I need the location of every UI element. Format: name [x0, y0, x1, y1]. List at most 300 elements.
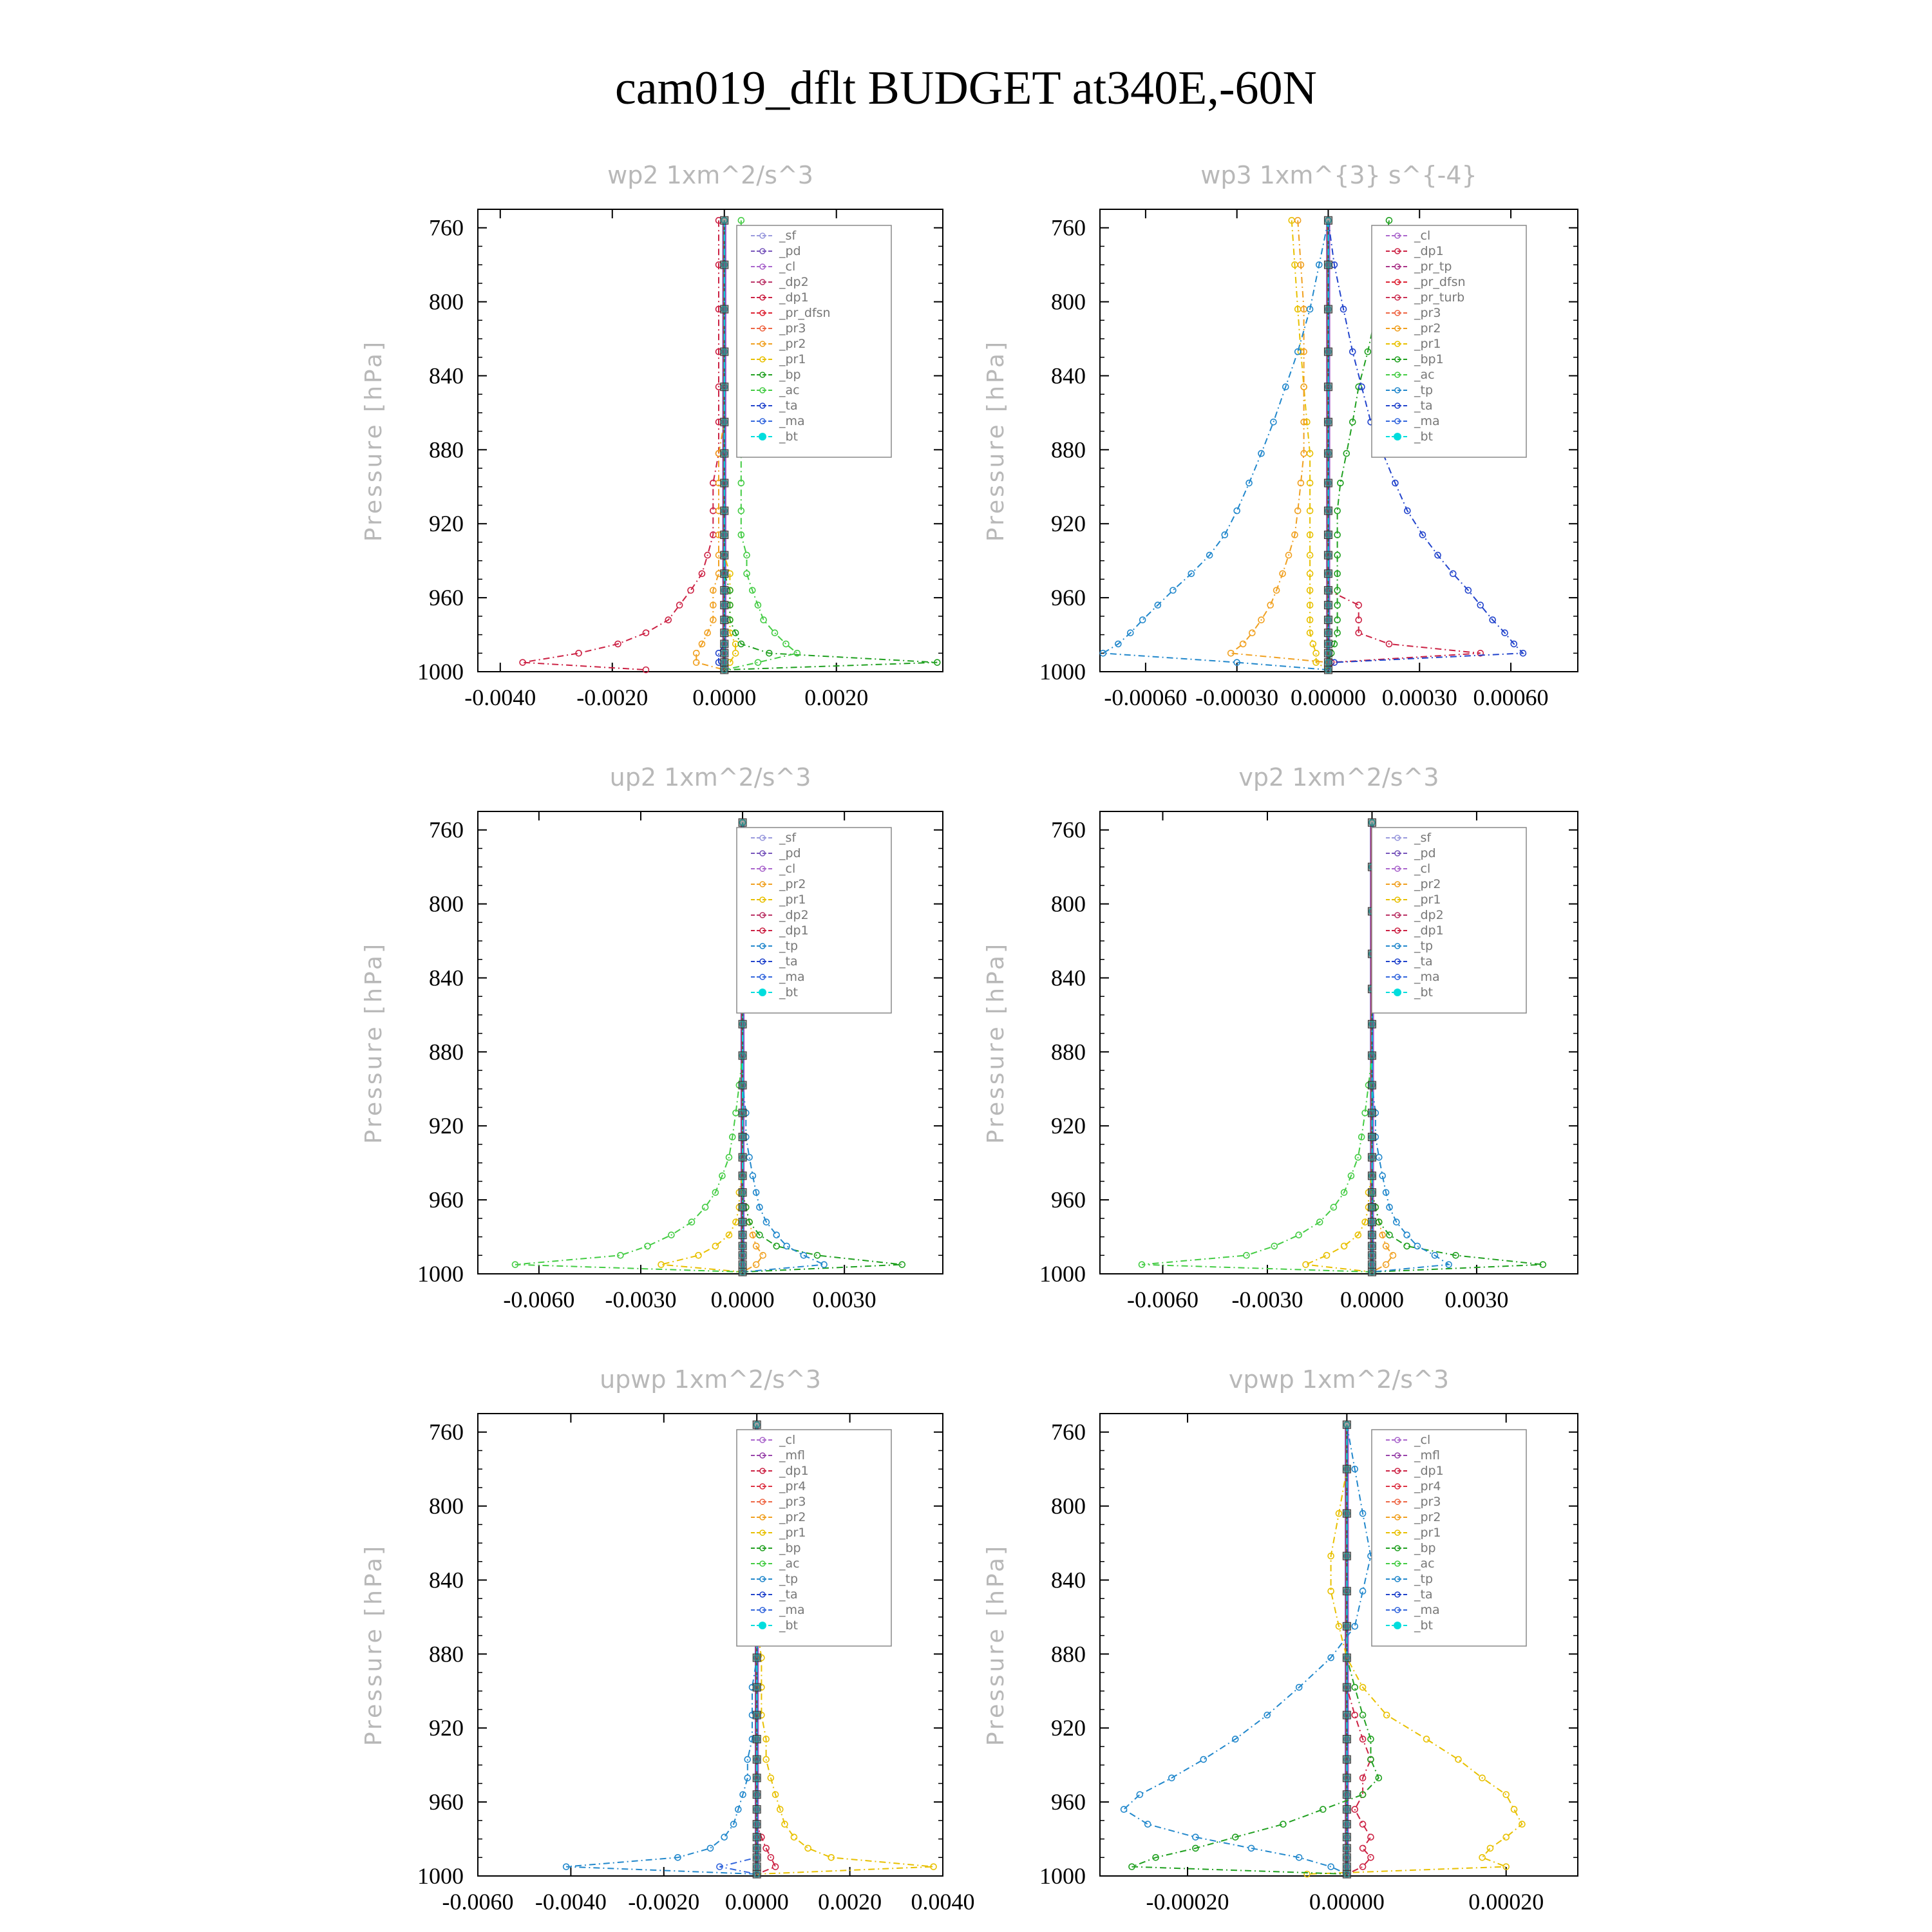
- legend-label: _pr1: [1414, 1526, 1441, 1540]
- zero-marker: [721, 601, 728, 609]
- legend-label: _pr3: [1414, 306, 1441, 320]
- zero-marker: [1324, 659, 1332, 667]
- series-line: [1306, 822, 1372, 1272]
- figure-title: cam019_dflt BUDGET at340E,-60N: [615, 62, 1317, 115]
- data-point: [1360, 1821, 1366, 1827]
- legend-label: _ac: [1414, 368, 1435, 382]
- y-tick-label: 960: [1051, 585, 1086, 611]
- data-point: [1137, 1792, 1142, 1797]
- x-tick-label: -0.0040: [535, 1889, 607, 1915]
- series-line: [696, 220, 724, 670]
- legend-label: _pr2: [1414, 321, 1441, 336]
- zero-marker: [1324, 551, 1332, 559]
- legend-label: _pd: [779, 846, 801, 860]
- zero-marker: [1343, 1465, 1350, 1473]
- y-tick-label: 1000: [1039, 1261, 1086, 1287]
- zero-marker: [739, 1020, 746, 1028]
- zero-marker: [739, 1081, 746, 1089]
- x-tick-label: -0.0060: [1126, 1287, 1198, 1312]
- legend-label: _dp2: [1414, 908, 1444, 922]
- y-tick-label: 880: [429, 437, 464, 463]
- y-tick-label: 760: [429, 1419, 464, 1445]
- series-line: [1132, 1425, 1379, 1874]
- y-tick-label: 760: [429, 817, 464, 843]
- y-tick-label: 840: [429, 363, 464, 389]
- zero-marker: [1324, 601, 1332, 609]
- zero-marker: [721, 587, 728, 594]
- zero-marker: [1343, 1853, 1350, 1861]
- x-tick-label: -0.0020: [628, 1889, 700, 1915]
- zero-marker: [1343, 1622, 1350, 1630]
- panel-title: wp2 1xm^2/s^3: [607, 161, 813, 189]
- legend-box: [1372, 828, 1526, 1013]
- zero-marker: [721, 616, 728, 624]
- zero-marker: [1324, 587, 1332, 594]
- zero-marker: [1324, 666, 1332, 674]
- zero-marker: [721, 383, 728, 391]
- data-point: [1424, 1736, 1430, 1742]
- legend-label: _cl: [779, 862, 796, 876]
- zero-marker: [1343, 1421, 1350, 1428]
- zero-marker: [753, 1833, 761, 1841]
- y-tick-label: 840: [1051, 363, 1086, 389]
- zero-marker: [739, 1261, 746, 1269]
- zero-marker: [1324, 383, 1332, 391]
- data-point: [815, 1253, 820, 1258]
- y-tick-label: 880: [429, 1641, 464, 1667]
- legend-label: _mfl: [779, 1448, 805, 1463]
- legend-label: _tp: [1414, 383, 1434, 397]
- legend-label: _dp1: [779, 290, 809, 305]
- y-tick-label: 840: [1051, 1567, 1086, 1593]
- zero-marker: [753, 1654, 761, 1662]
- data-point: [791, 1834, 797, 1840]
- legend-label: _cl: [1414, 1433, 1431, 1447]
- zero-marker: [721, 418, 728, 426]
- legend-label: _dp1: [779, 1464, 809, 1478]
- data-point: [1324, 1253, 1330, 1258]
- zero-marker: [721, 216, 728, 224]
- zero-marker: [1324, 216, 1332, 224]
- x-tick-label: -0.0040: [464, 685, 536, 710]
- zero-marker: [753, 1870, 761, 1878]
- data-point: [783, 641, 789, 647]
- legend-box: [737, 1430, 891, 1646]
- legend-label: _pr2: [1414, 877, 1441, 891]
- legend-label: _ta: [779, 954, 798, 969]
- y-tick-label: 960: [1051, 1187, 1086, 1213]
- zero-marker: [1324, 348, 1332, 355]
- y-tick-label: 800: [1051, 289, 1086, 315]
- y-tick-label: 760: [1051, 1419, 1086, 1445]
- data-point: [1341, 1243, 1347, 1249]
- zero-marker: [1343, 1735, 1350, 1743]
- zero-marker: [1343, 1683, 1350, 1691]
- legend-marker: [1394, 989, 1401, 996]
- legend-label: _bt: [1414, 430, 1434, 444]
- legend-label: _pr4: [779, 1479, 806, 1493]
- data-point: [677, 602, 683, 608]
- data-point: [1404, 1232, 1410, 1238]
- data-point: [755, 659, 761, 665]
- x-tick-label: 0.0040: [911, 1889, 975, 1915]
- zero-marker: [739, 1133, 746, 1141]
- legend-label: _bt: [779, 430, 799, 444]
- series-line: [523, 220, 719, 670]
- zero-marker: [753, 1863, 761, 1871]
- zero-marker: [753, 1806, 761, 1814]
- y-tick-label: 920: [1051, 1715, 1086, 1741]
- legend-label: _bt: [779, 1618, 799, 1633]
- x-tick-label: -0.0030: [1231, 1287, 1303, 1312]
- y-axis-label: Pressure [hPa]: [983, 339, 1009, 542]
- y-tick-label: 920: [429, 1715, 464, 1741]
- data-point: [721, 1834, 727, 1840]
- zero-marker: [721, 479, 728, 487]
- legend-label: _pr1: [779, 1526, 806, 1540]
- y-tick-label: 1000: [1039, 1863, 1086, 1889]
- zero-marker: [1343, 1844, 1350, 1852]
- y-tick-label: 880: [1051, 1039, 1086, 1065]
- data-point: [1360, 1864, 1366, 1870]
- legend-marker: [1394, 433, 1401, 440]
- y-tick-label: 1000: [417, 1261, 464, 1287]
- legend-label: _pd: [1414, 846, 1436, 860]
- x-tick-label: 0.0000: [692, 685, 757, 710]
- zero-marker: [721, 570, 728, 578]
- legend-label: _cl: [1414, 229, 1431, 243]
- y-axis-label: Pressure [hPa]: [361, 1543, 387, 1747]
- series-line: [566, 1425, 757, 1874]
- y-tick-label: 960: [429, 585, 464, 611]
- legend-label: _pr1: [779, 352, 806, 366]
- data-point: [761, 617, 766, 623]
- data-point: [708, 1845, 714, 1851]
- y-tick-label: 920: [429, 511, 464, 537]
- legend-label: _bp: [779, 368, 801, 382]
- legend-label: _cl: [779, 260, 796, 274]
- zero-marker: [1324, 305, 1332, 313]
- zero-marker: [739, 1218, 746, 1226]
- zero-marker: [1343, 1833, 1350, 1841]
- panel-title: vpwp 1xm^2/s^3: [1228, 1365, 1450, 1394]
- zero-marker: [1343, 1821, 1350, 1828]
- legend-label: _tp: [1414, 939, 1434, 953]
- series-line: [661, 822, 743, 1272]
- legend-label: _sf: [779, 229, 797, 243]
- data-point: [773, 1864, 779, 1870]
- legend-label: _pr1: [779, 893, 806, 907]
- legend-label: _ac: [779, 383, 800, 397]
- y-tick-label: 880: [1051, 1641, 1086, 1667]
- legend-label: _pr3: [1414, 1495, 1441, 1509]
- data-point: [703, 1204, 708, 1210]
- legend-label: _pr_turb: [1414, 290, 1465, 305]
- x-tick-label: 0.0020: [804, 685, 869, 710]
- series-line: [1103, 220, 1329, 670]
- data-point: [1145, 1821, 1151, 1827]
- zero-marker: [739, 1242, 746, 1250]
- data-point: [1234, 508, 1240, 514]
- y-axis-label: Pressure [hPa]: [361, 941, 387, 1144]
- zero-marker: [721, 666, 728, 674]
- x-tick-label: 0.0000: [724, 1889, 789, 1915]
- zero-marker: [739, 1231, 746, 1239]
- data-point: [784, 1243, 790, 1249]
- legend-label: _bt: [1414, 1618, 1434, 1633]
- y-tick-label: 800: [429, 891, 464, 917]
- zero-marker: [1343, 1791, 1350, 1799]
- legend-label: _ta: [1414, 399, 1433, 413]
- x-tick-label: 0.00000: [1290, 685, 1366, 710]
- zero-marker: [1343, 1654, 1350, 1662]
- zero-marker: [1368, 1231, 1376, 1239]
- legend-label: _dp1: [779, 923, 809, 938]
- zero-marker: [1368, 1251, 1376, 1259]
- y-tick-label: 960: [429, 1187, 464, 1213]
- data-point: [1368, 1855, 1374, 1861]
- zero-marker: [753, 1421, 761, 1428]
- zero-marker: [1343, 1587, 1350, 1595]
- data-point: [773, 1243, 779, 1249]
- zero-marker: [739, 1251, 746, 1259]
- data-point: [1455, 1757, 1461, 1763]
- zero-marker: [739, 1153, 746, 1161]
- data-point: [1360, 1845, 1366, 1851]
- zero-marker: [739, 1052, 746, 1059]
- zero-marker: [1368, 1133, 1376, 1141]
- series-line: [515, 822, 743, 1272]
- zero-marker: [721, 649, 728, 657]
- data-point: [1331, 1204, 1336, 1210]
- zero-marker: [753, 1821, 761, 1828]
- panel-title: vp2 1xm^2/s^3: [1238, 763, 1439, 791]
- zero-marker: [739, 1204, 746, 1211]
- y-tick-label: 840: [429, 965, 464, 991]
- y-tick-label: 920: [1051, 511, 1086, 537]
- data-point: [753, 1262, 759, 1267]
- x-tick-label: -0.00020: [1146, 1889, 1229, 1915]
- legend-label: _bt: [1414, 985, 1434, 999]
- zero-marker: [721, 305, 728, 313]
- zero-marker: [1343, 1510, 1350, 1517]
- data-point: [746, 1155, 752, 1160]
- legend-label: _pr1: [1414, 893, 1441, 907]
- legend-box: [1372, 1430, 1526, 1646]
- data-point: [688, 587, 694, 593]
- data-point: [1487, 1845, 1493, 1851]
- x-tick-label: -0.0060: [442, 1889, 514, 1915]
- panel-title: up2 1xm^2/s^3: [609, 763, 811, 791]
- zero-marker: [739, 1172, 746, 1180]
- zero-marker: [1343, 1806, 1350, 1814]
- zero-marker: [753, 1791, 761, 1799]
- data-point: [1503, 1834, 1509, 1840]
- legend-label: _ac: [779, 1557, 800, 1571]
- zero-marker: [753, 1756, 761, 1763]
- zero-marker: [1324, 507, 1332, 515]
- data-point: [1360, 1712, 1366, 1718]
- zero-marker: [1368, 1153, 1376, 1161]
- series-line: [1124, 1425, 1370, 1874]
- data-point: [1200, 1757, 1206, 1763]
- y-tick-label: 760: [429, 214, 464, 241]
- zero-marker: [1343, 1863, 1350, 1871]
- zero-marker: [1324, 629, 1332, 637]
- legend-label: _ta: [779, 399, 798, 413]
- zero-marker: [739, 1268, 746, 1276]
- zero-marker: [1368, 1052, 1376, 1059]
- zero-marker: [1343, 1552, 1350, 1560]
- data-point: [1383, 1262, 1389, 1267]
- zero-marker: [753, 1711, 761, 1719]
- x-tick-label: 0.0030: [1444, 1287, 1509, 1312]
- legend-label: _pd: [779, 244, 801, 258]
- panel-title: upwp 1xm^2/s^3: [600, 1365, 821, 1394]
- legend-label: _dp1: [1414, 1464, 1444, 1478]
- zero-marker: [753, 1735, 761, 1743]
- data-point: [643, 630, 649, 636]
- legend-label: _tp: [779, 1572, 799, 1586]
- zero-marker: [1324, 261, 1332, 269]
- y-axis-label: Pressure [hPa]: [983, 941, 1009, 1144]
- x-tick-label: 0.00030: [1381, 685, 1457, 710]
- zero-marker: [739, 819, 746, 826]
- zero-marker: [1324, 640, 1332, 648]
- zero-marker: [721, 507, 728, 515]
- y-tick-label: 800: [1051, 1493, 1086, 1519]
- y-tick-label: 960: [429, 1789, 464, 1815]
- data-point: [1267, 602, 1273, 608]
- x-tick-label: -0.0030: [605, 1287, 677, 1312]
- legend-marker: [759, 1622, 766, 1629]
- legend-label: _ma: [779, 1603, 805, 1617]
- data-point: [1307, 553, 1313, 558]
- data-point: [1249, 630, 1255, 636]
- data-point: [1511, 1806, 1517, 1812]
- legend-label: _ta: [1414, 1587, 1433, 1602]
- legend-label: _pr3: [779, 1495, 806, 1509]
- y-tick-label: 1000: [417, 1863, 464, 1889]
- data-point: [899, 1262, 905, 1267]
- legend-label: _dp2: [779, 275, 809, 289]
- legend-label: _bp: [1414, 1541, 1436, 1555]
- legend-label: _dp2: [779, 908, 809, 922]
- legend-label: _bt: [779, 985, 799, 999]
- data-point: [1244, 1253, 1249, 1258]
- y-tick-label: 920: [1051, 1113, 1086, 1139]
- zero-marker: [1343, 1774, 1350, 1782]
- data-point: [773, 1232, 779, 1238]
- y-tick-label: 880: [429, 1039, 464, 1065]
- legend-label: _mfl: [1414, 1448, 1440, 1463]
- x-tick-label: 0.00060: [1473, 685, 1549, 710]
- legend-label: _ma: [1414, 970, 1440, 984]
- legend-label: _ac: [1414, 1557, 1435, 1571]
- zero-marker: [1368, 1204, 1376, 1211]
- y-tick-label: 760: [1051, 214, 1086, 241]
- x-tick-label: -0.00060: [1104, 685, 1188, 710]
- y-tick-label: 760: [1051, 817, 1086, 843]
- zero-marker: [1368, 1189, 1376, 1197]
- x-tick-label: -0.0060: [503, 1287, 575, 1312]
- zero-marker: [1368, 1020, 1376, 1028]
- data-point: [760, 1253, 766, 1258]
- zero-marker: [1368, 1081, 1376, 1089]
- y-tick-label: 840: [1051, 965, 1086, 991]
- data-point: [1368, 1834, 1374, 1840]
- zero-marker: [739, 1109, 746, 1117]
- legend-label: _ma: [779, 970, 805, 984]
- y-axis-label: Pressure [hPa]: [983, 1543, 1009, 1747]
- zero-marker: [753, 1853, 761, 1861]
- data-point: [1479, 1855, 1485, 1861]
- legend-label: _dp1: [1414, 923, 1444, 938]
- legend-marker: [759, 433, 766, 440]
- legend-label: _bp: [779, 1541, 801, 1555]
- y-axis-label: Pressure [hPa]: [361, 339, 387, 542]
- legend-label: _pr3: [779, 321, 806, 336]
- x-tick-label: 0.00020: [1468, 1889, 1544, 1915]
- y-tick-label: 960: [1051, 1789, 1086, 1815]
- zero-marker: [753, 1844, 761, 1852]
- data-point: [1414, 1243, 1420, 1249]
- legend-label: _pr2: [1414, 1510, 1441, 1524]
- x-tick-label: 0.0000: [710, 1287, 775, 1312]
- data-point: [1240, 641, 1246, 647]
- zero-marker: [753, 1683, 761, 1691]
- legend-label: _pr1: [1414, 337, 1441, 351]
- legend-label: _pr4: [1414, 1479, 1441, 1493]
- zero-marker: [1324, 479, 1332, 487]
- zero-marker: [1324, 418, 1332, 426]
- legend-label: _pr_dfsn: [779, 306, 831, 320]
- y-tick-label: 800: [1051, 891, 1086, 917]
- zero-marker: [721, 551, 728, 559]
- legend-box: [737, 828, 891, 1013]
- zero-marker: [721, 348, 728, 355]
- legend-label: _pr2: [779, 1510, 806, 1524]
- series-line: [1231, 220, 1328, 670]
- legend-label: _pr2: [779, 337, 806, 351]
- zero-marker: [721, 629, 728, 637]
- legend-label: _ma: [1414, 414, 1440, 428]
- data-point: [1296, 1232, 1302, 1238]
- data-point: [1503, 1792, 1509, 1797]
- zero-marker: [721, 531, 728, 538]
- zero-marker: [721, 450, 728, 457]
- legend-label: _cl: [1414, 862, 1431, 876]
- legend-label: _ta: [779, 1587, 798, 1602]
- data-point: [1390, 1253, 1396, 1258]
- zero-marker: [721, 659, 728, 667]
- zero-marker: [753, 1774, 761, 1782]
- legend-label: _pr2: [779, 877, 806, 891]
- x-tick-label: -0.00030: [1195, 685, 1279, 710]
- y-tick-label: 920: [429, 1113, 464, 1139]
- zero-marker: [1324, 570, 1332, 578]
- y-tick-label: 800: [429, 1493, 464, 1519]
- zero-marker: [739, 1189, 746, 1197]
- zero-marker: [721, 261, 728, 269]
- data-point: [805, 1845, 811, 1851]
- zero-marker: [1343, 1870, 1350, 1878]
- x-tick-label: 0.00000: [1309, 1889, 1385, 1915]
- legend-label: _cl: [779, 1433, 796, 1447]
- data-point: [1356, 602, 1361, 608]
- data-point: [1170, 587, 1176, 593]
- legend-label: _bp1: [1414, 352, 1444, 366]
